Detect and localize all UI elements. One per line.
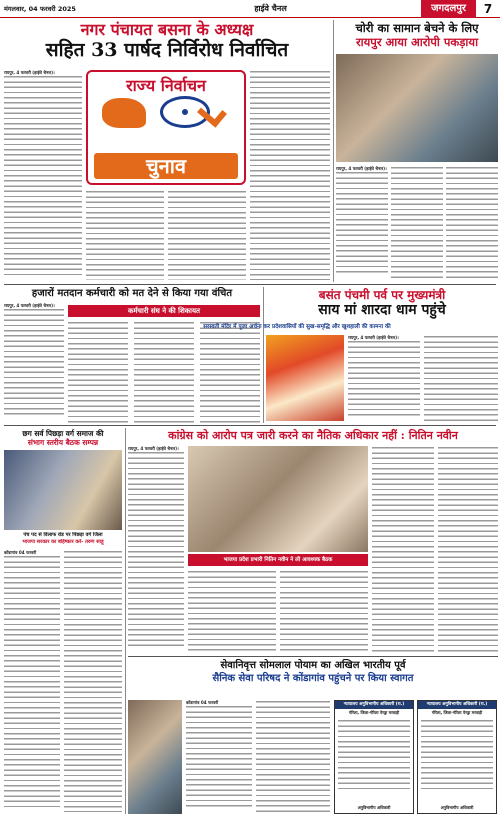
ad-subheading: गौरेला, जिला-गौरेला पेण्ड्रा मरवाही xyxy=(348,709,400,715)
election-seal-image xyxy=(86,70,246,185)
dateline-congress: रायपुर, 4 फरवरी (हाईवे चैनल)। xyxy=(128,446,179,451)
col-chhag-1 xyxy=(4,550,60,812)
ad-footer: अनुविभागीय अधिकारी xyxy=(357,805,391,810)
news-photo-basant xyxy=(266,335,344,421)
banner-karmachari: कर्मचारी संघ ने की शिकायत xyxy=(68,305,260,317)
news-photo-chori xyxy=(336,54,498,162)
column-rule xyxy=(125,428,126,814)
section-rule xyxy=(4,425,496,426)
page-number: 7 xyxy=(483,1,493,16)
dateline-chhag: कोंडागांव 04 फरवरी xyxy=(4,550,37,555)
section-rule xyxy=(128,656,498,657)
story-chhag xyxy=(4,428,122,814)
dateline-hazaron: रायपुर, 4 फरवरी (हाईवे चैनल)। xyxy=(4,303,55,308)
text-lines xyxy=(4,75,82,275)
news-photo-chhag xyxy=(4,450,122,530)
col-chhag-2 xyxy=(64,550,122,812)
story-nagar-panchayat xyxy=(4,20,330,282)
hand-icon xyxy=(102,98,146,128)
col-hazaron-2 xyxy=(68,321,128,423)
ad-subheading: गौरेला, जिला-गौरेला पेण्ड्रा मरवाही xyxy=(431,709,483,715)
news-photo-congress xyxy=(188,446,368,552)
caption-chhag: भाजपा सरकार का बहिष्कार करें- तरुण साहू xyxy=(22,539,104,545)
story-congress xyxy=(128,428,498,654)
seal-bottom-text: चुनाव xyxy=(94,153,238,179)
headline-sevanivrit-2: सैनिक सेवा परिषद ने कोंडागांव पहुंचने पर किया स्वागत xyxy=(212,672,414,684)
col-nagar-2 xyxy=(86,190,164,280)
col-hazaron-1 xyxy=(4,303,64,423)
seal-top-text: राज्य निर्वाचन xyxy=(126,76,206,95)
issue-date: मंगलवार, 04 फरवरी 2025 xyxy=(4,5,76,13)
col-hazaron-3 xyxy=(134,321,194,423)
headline-congress: कांग्रेस को आरोप पत्र जारी करने का नैतिक अधिकार नहीं : नितिन नवीन xyxy=(168,429,458,442)
col-hazaron-4 xyxy=(200,321,260,423)
col-congress-4 xyxy=(372,446,434,652)
dateline-chori: रायपुर, 4 फरवरी (हाईवे चैनल)। xyxy=(336,166,387,171)
col-congress-3 xyxy=(280,570,368,652)
caption-congress: भाजपा प्रदेश प्रभारी नितिन नवीन ने ली आवश्यक बैठक xyxy=(188,554,368,566)
dateline-nagar: रायपुर, 4 फरवरी (हाईवे चैनल)। xyxy=(4,70,55,75)
headline-sevanivrit-1: सेवानिवृत्त सोमलाल पोयाम का अखिल भारतीय पूर्व xyxy=(220,660,406,671)
col-chori-3 xyxy=(446,166,498,280)
headline-hazaron: हजारों मतदान कर्मचारी को मत देने से किया गया वंचित xyxy=(31,288,233,299)
col-nagar-1 xyxy=(4,70,82,280)
paper-name: हाईवे चैनल xyxy=(254,4,287,13)
legal-notice-ad-2 xyxy=(417,700,497,814)
col-chori-1 xyxy=(336,166,388,280)
headline-chhag-1: छग सर्व पिछड़ा वर्ग समाज की xyxy=(22,429,104,438)
story-sevanivrit xyxy=(128,659,498,699)
headline-basant-2: साय मां शारदा धाम पहुंचे xyxy=(318,301,446,318)
news-photo-sevanivrit xyxy=(128,700,182,814)
dateline-sevanivrit: कोंडागांव 04 फरवरी xyxy=(186,700,219,705)
col-basant-2 xyxy=(424,335,498,421)
col-congress-1 xyxy=(128,446,184,652)
headline-nagar-2: सहित 33 पार्षद निर्विरोध निर्वाचित xyxy=(45,38,289,61)
section-rule xyxy=(4,284,496,285)
story-chori xyxy=(336,20,498,282)
col-congress-2 xyxy=(188,570,276,652)
col-sevanivrit-1 xyxy=(186,700,252,814)
col-chori-2 xyxy=(391,166,443,280)
story-hazaron xyxy=(4,287,260,423)
headline-nagar-1: नगर पंचायत बसना के अध्यक्ष xyxy=(80,20,254,39)
col-nagar-3 xyxy=(168,190,246,280)
headline-chhag-2: संभाग स्तरीय बैठक सम्पन्न xyxy=(27,437,99,447)
masthead xyxy=(0,0,500,18)
col-congress-5 xyxy=(438,446,498,652)
ad-heading: न्यायालय अनुविभागीय अधिकारी (रा.) xyxy=(335,701,413,709)
col-nagar-4 xyxy=(250,70,330,280)
headline-chori-2: रायपुर आया आरोपी पकड़ाया xyxy=(355,35,479,50)
headline-basant-1: बसंत पंचमी पर्व पर मुख्यमंत्री xyxy=(318,288,446,302)
caption-lead-chhag: पंच पद से विलाफ रोड पर पिछड़ा वर्ग जिला xyxy=(23,532,103,538)
column-rule xyxy=(263,287,264,423)
column-rule xyxy=(333,20,334,282)
city-tag: जगदलपुर xyxy=(421,0,476,18)
dateline-basant: रायपुर, 4 फरवरी (हाईवे चैनल)। xyxy=(348,335,399,340)
col-sevanivrit-2 xyxy=(256,700,330,814)
legal-notice-ad-1 xyxy=(334,700,414,814)
ad-heading: न्यायालय अनुविभागीय अधिकारी (रा.) xyxy=(418,701,496,709)
col-basant-1 xyxy=(348,335,420,421)
subhead-basant: सरस्वती मंदिर में पूजा अर्चना कर प्रदेशवासियों की सुख-समृद्धि और खुशहाली की कामना की xyxy=(203,324,391,330)
ad-footer: अनुविभागीय अधिकारी xyxy=(440,805,474,810)
headline-chori-1: चोरी का सामान बेचने के लिए xyxy=(355,21,479,35)
